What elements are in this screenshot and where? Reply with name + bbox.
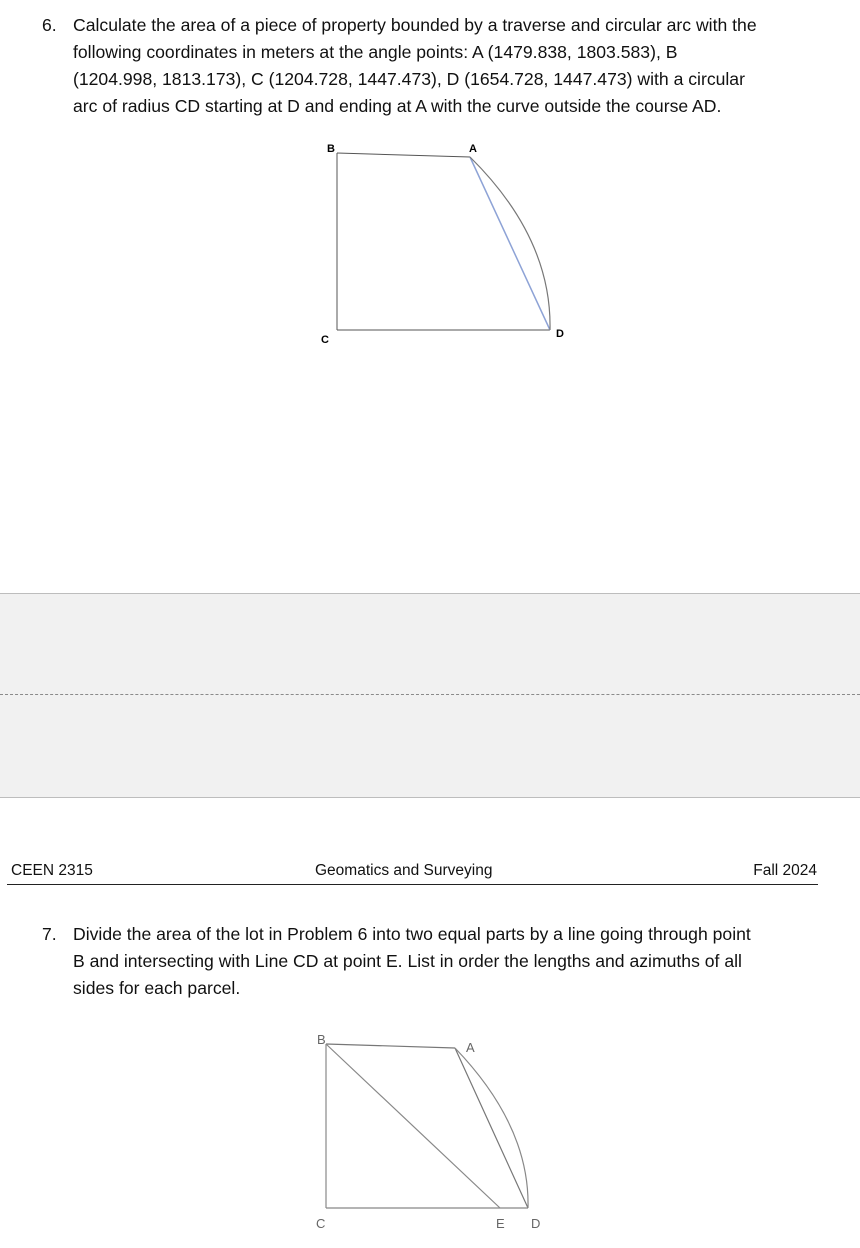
problem-6-line: following coordinates in meters at the angle points: A (1479.838, 1803.583), B — [73, 42, 678, 62]
point-b-label: B — [327, 143, 335, 155]
problem-6-line: (1204.998, 1813.173), C (1204.728, 1447.473), D (1654.728, 1447.473) with a circular — [73, 69, 745, 89]
point-a-label: A — [469, 143, 477, 155]
problem-6-number: 6. — [42, 15, 57, 35]
course-ba — [326, 1044, 455, 1048]
point-c-label: C — [316, 1216, 326, 1231]
point-c-label: C — [321, 334, 329, 346]
point-e-label: E — [496, 1216, 505, 1231]
page-break-dashed-line — [0, 694, 860, 695]
term: Fall 2024 — [753, 862, 817, 879]
chord-ad — [470, 157, 550, 330]
problem-6-figure — [0, 130, 860, 350]
course-title: Geomatics and Surveying — [315, 862, 493, 879]
problem-7-figure — [0, 1018, 860, 1240]
point-d-label: D — [531, 1216, 541, 1231]
page-break-gap — [0, 593, 860, 798]
problem-6-line: arc of radius CD starting at D and ending at A with the curve outside the course AD. — [73, 96, 722, 116]
header-rule — [7, 884, 818, 885]
problem-6-text — [73, 12, 833, 120]
problem-6-line: Calculate the area of a piece of property bounded by a traverse and circular arc with the — [73, 15, 757, 35]
problem-7-number: 7. — [42, 924, 57, 944]
course-code: CEEN 2315 — [11, 862, 93, 879]
chord-ad — [455, 1048, 528, 1208]
problem-7-line: sides for each parcel. — [73, 978, 241, 998]
problem-7-text — [73, 921, 833, 1002]
point-a-label: A — [466, 1040, 475, 1055]
page-header — [0, 860, 860, 886]
point-b-label: B — [317, 1032, 326, 1047]
course-ba — [337, 153, 470, 157]
point-d-label: D — [556, 328, 564, 340]
problem-7-line: Divide the area of the lot in Problem 6 into two equal parts by a line going through point — [73, 924, 751, 944]
problem-7-line: B and intersecting with Line CD at point E. List in order the lengths and azimuths of all — [73, 951, 742, 971]
